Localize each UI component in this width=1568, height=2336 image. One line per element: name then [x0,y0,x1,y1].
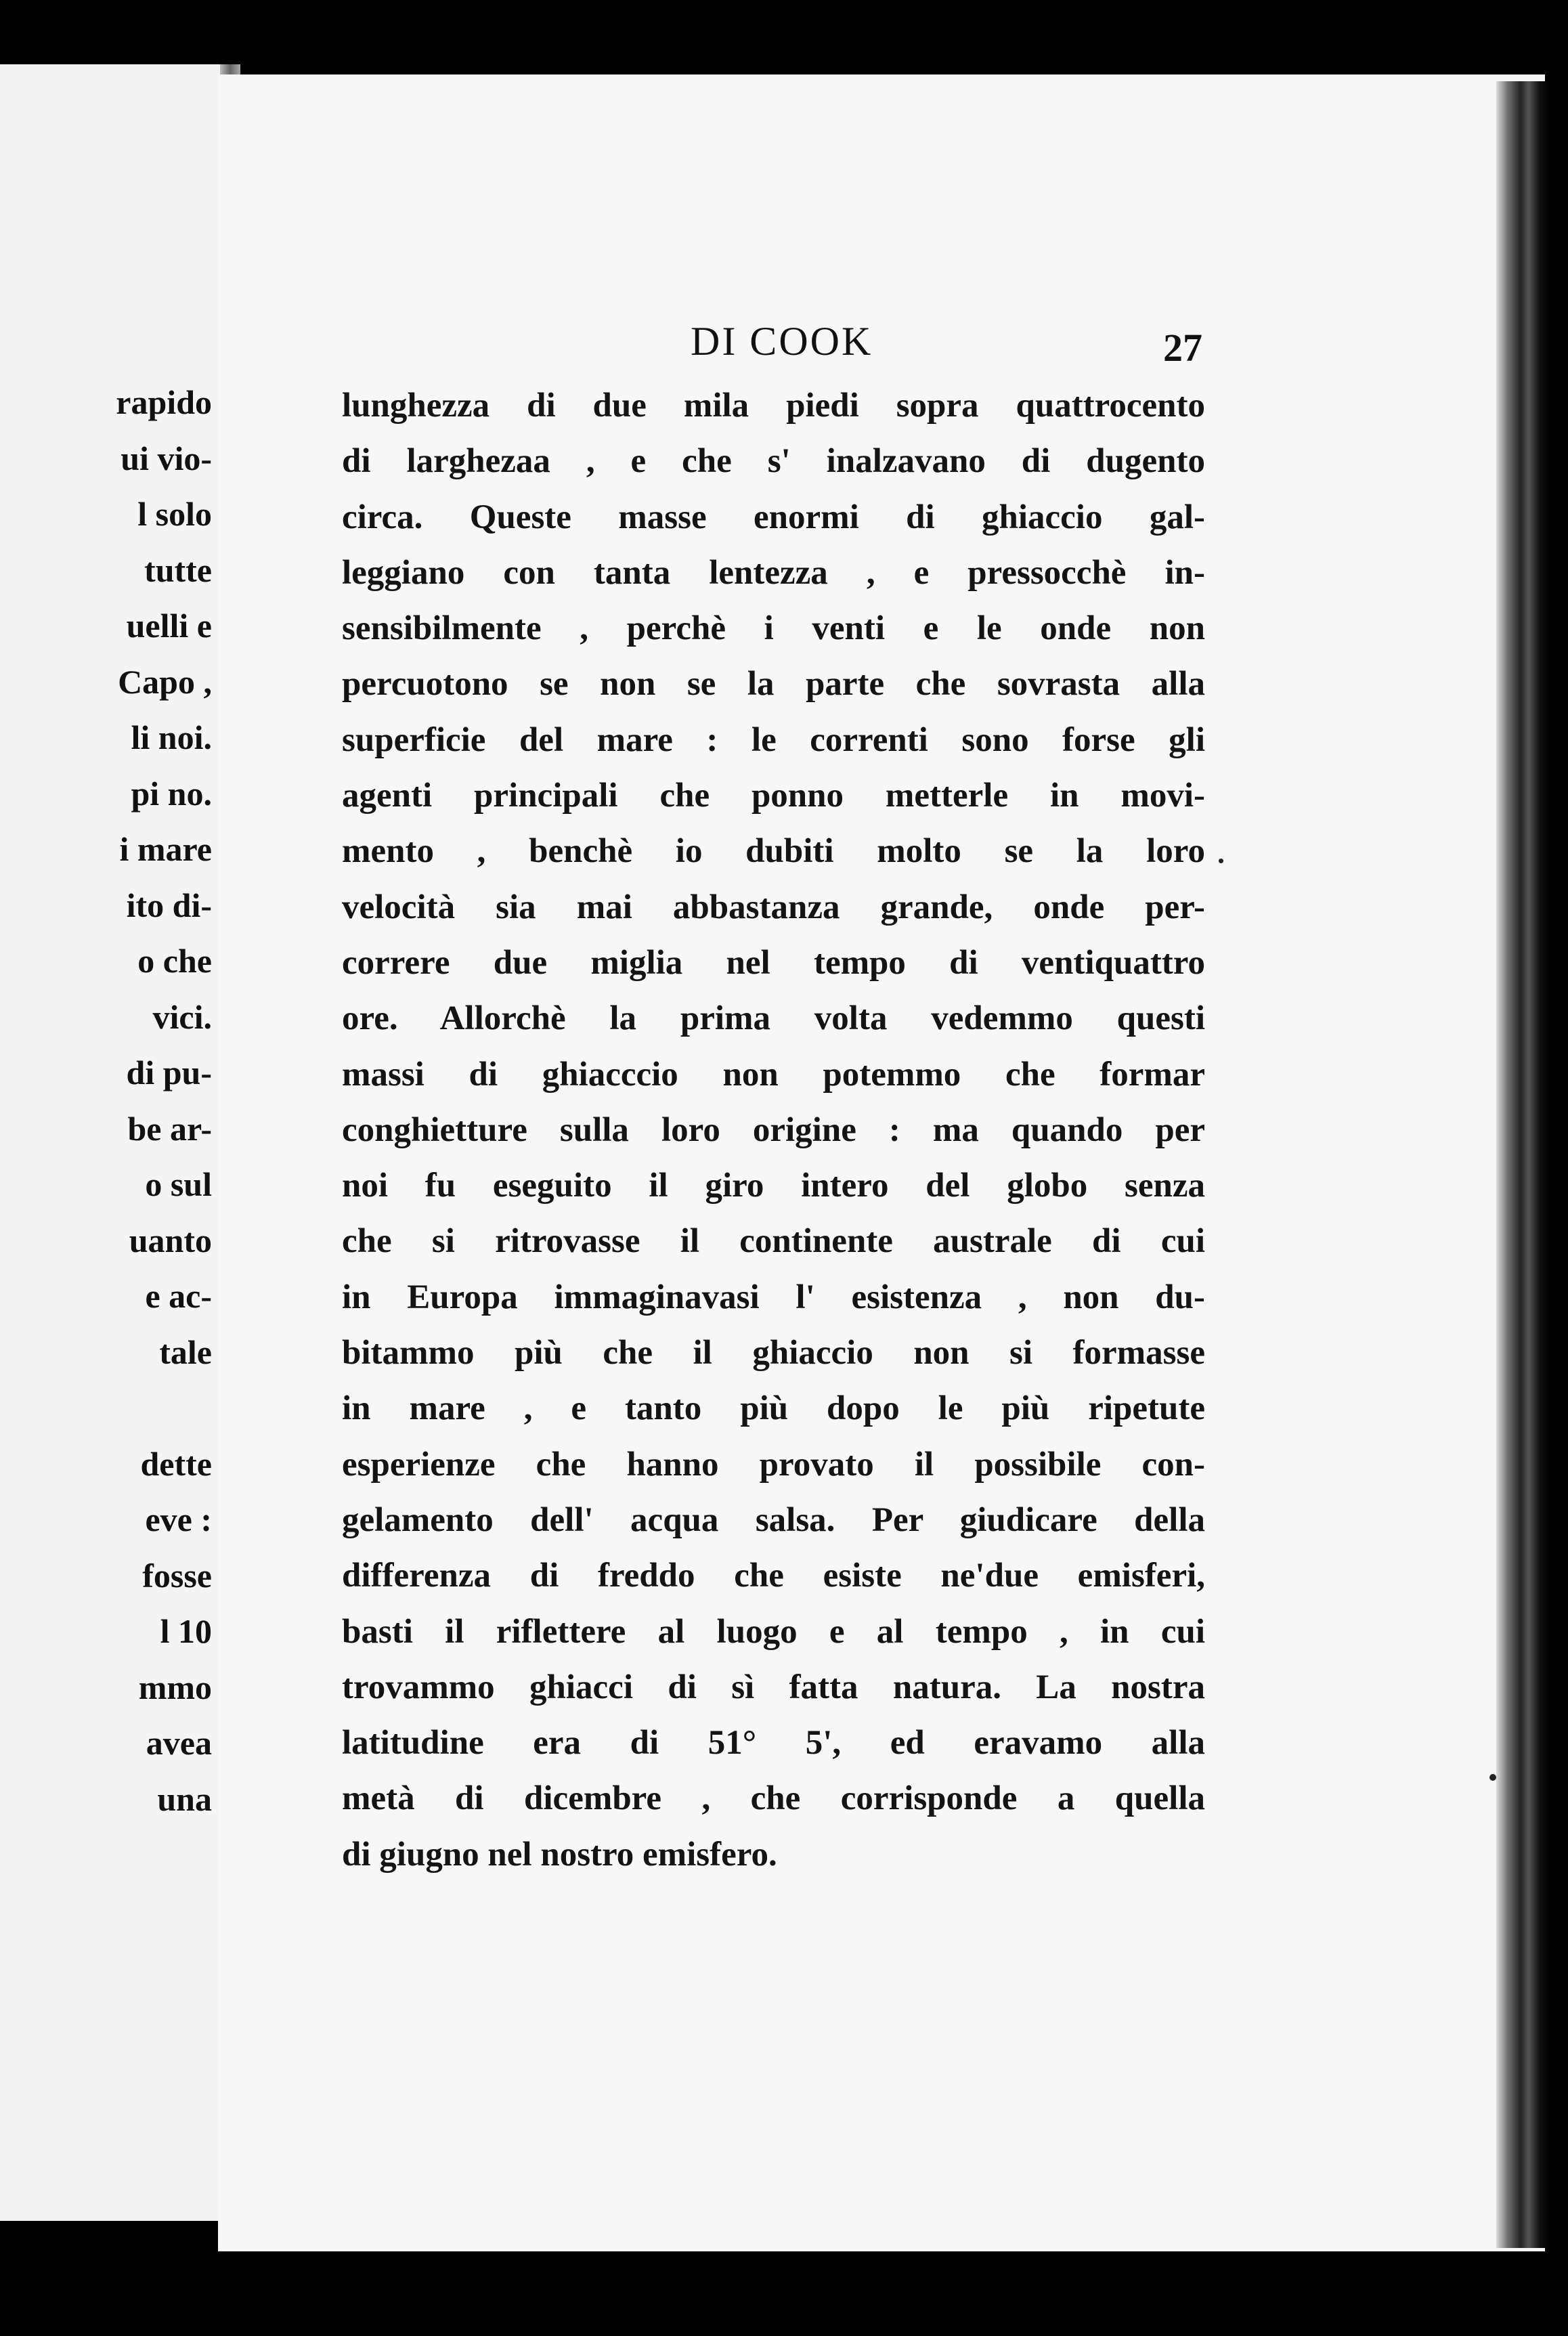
text-line: di giugno nel nostro emisfero. [342,1835,777,1874]
left-page-line: o che [137,942,212,980]
text-line: correre due miglia nel tempo di ventiquattro [342,943,1205,982]
left-page-line: ito di- [126,886,212,924]
left-page-line: fosse [142,1557,212,1595]
body-text [342,378,1205,1882]
text-line: di larghezaa , e che s' inalzavano di dugento [342,442,1205,481]
left-page-line: ui vio- [121,439,212,477]
ink-speck [1219,859,1223,863]
text-line: velocità sia mai abbastanza grande, onde per- [342,888,1205,926]
text-line: bitammo più che il ghiaccio non si formasse [342,1334,1205,1372]
text-line: in mare , e tanto più dopo le più ripetute [342,1389,1205,1428]
text-line: noi fu eseguito il giro intero del globo senza [342,1167,1205,1205]
text-line: sensibilmente , perchè i venti e le onde non [342,609,1205,648]
left-page-line: uelli e [126,607,212,645]
text-line: basti il riflettere al luogo e al tempo , in cui [342,1612,1205,1651]
left-page-line: uanto [129,1221,212,1259]
left-page-line: avea [146,1724,212,1762]
left-page-line: rapido [116,383,212,421]
left-page-line: li noi. [131,718,212,756]
text-line: metà di dicembre , che corrisponde a quella [342,1779,1205,1818]
text-line: massi di ghiacccio non potemmo che formar [342,1055,1205,1094]
left-page-line: pi no. [131,775,212,813]
left-page-line: tale [159,1333,212,1371]
left-page-line: l solo [137,495,212,533]
left-page-line: l 10 [160,1612,212,1650]
left-page-line: Capo , [118,663,212,701]
text-line: latitudine era di 51° 5', ed eravamo alla [342,1724,1205,1762]
left-page-line: una [157,1780,212,1818]
left-page [0,64,229,2221]
text-line: leggiano con tanta lentezza , e pressocchè in- [342,553,1205,592]
left-page-line: o sul [145,1165,212,1203]
text-line: mento , benchè io dubiti molto se la loro [342,832,1205,871]
text-line: ore. Allorchè la prima volta vedemmo questi [342,999,1205,1038]
left-page-line: eve : [145,1500,212,1538]
left-page-line: dette [140,1445,212,1483]
left-page-line: vici. [152,998,212,1036]
left-page-line: be ar- [127,1110,212,1148]
left-page-line: tutte [144,551,212,589]
running-head: DI COOK [691,319,873,364]
text-line: esperienze che hanno provato il possibile con- [342,1445,1205,1484]
text-line: gelamento dell' acqua salsa. Per giudicare della [342,1500,1205,1539]
left-page-line: i mare [119,830,212,868]
text-line: agenti principali che ponno metterle in movi- [342,777,1205,815]
page-edge-shadow [1496,81,1550,2248]
text-line: che si ritrovasse il continente australe di cui [342,1222,1205,1261]
text-line: superficie del mare : le correnti sono forse gli [342,720,1205,759]
page-number: 27 [1163,326,1202,370]
left-page-line: di pu- [126,1054,212,1091]
text-line: lunghezza di due mila piedi sopra quattrocento [342,387,1205,425]
text-line: in Europa immaginavasi l' esistenza , non du- [342,1278,1205,1316]
text-line: trovammo ghiacci di sì fatta natura. La nostra [342,1668,1205,1706]
ink-speck [1489,1774,1496,1781]
text-line: percuotono se non se la parte che sovrasta alla [342,665,1205,704]
text-line: circa. Queste masse enormi di ghiaccio gal- [342,498,1205,536]
left-page-line: e ac- [145,1277,212,1315]
left-page-line: mmo [138,1668,212,1706]
text-line: conghietture sulla loro origine : ma quando per [342,1110,1205,1149]
text-line: differenza di freddo che esiste ne'due emisferi, [342,1557,1205,1595]
